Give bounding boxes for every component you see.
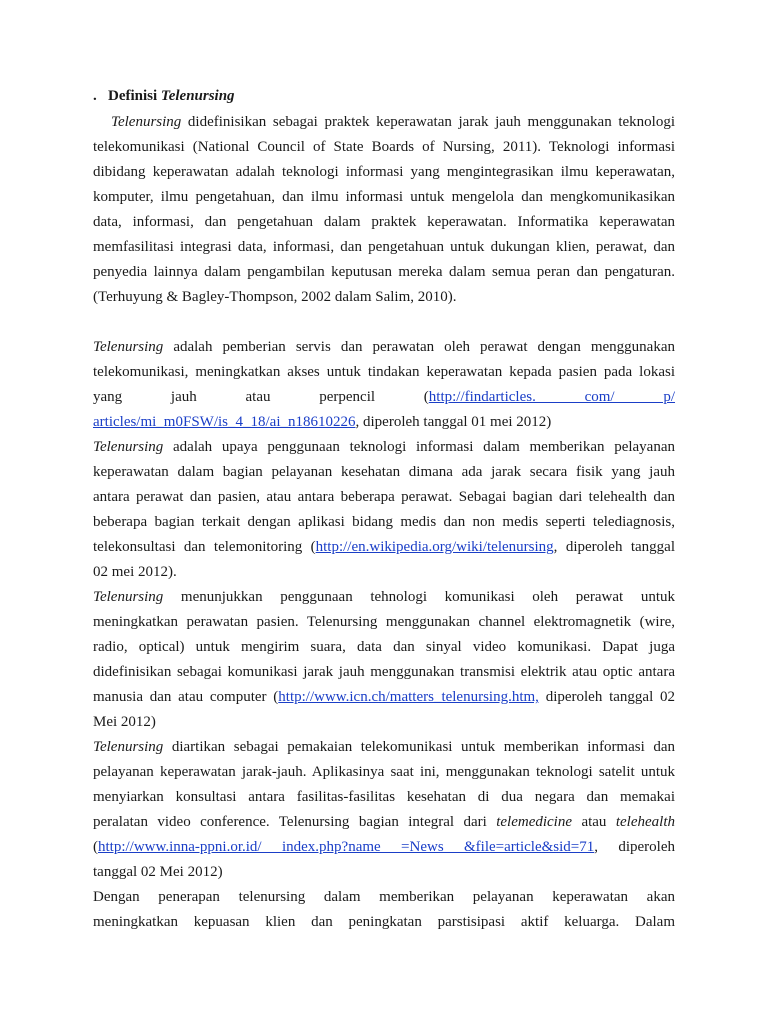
- para2-line1: [93, 337, 675, 357]
- para5-term: Telenursing: [93, 739, 164, 755]
- para4-line3: radio, optical) untuk mengirim suara, data dan sinyal video komunikasi. Dapat juga: [93, 639, 675, 655]
- para2-line3: [93, 387, 675, 407]
- inna-ppni-link[interactable]: http://www.inna-ppni.or.id/ index.php?name =News &file=article&sid=71: [98, 839, 595, 855]
- para3-line3: antara perawat dan pasien, atau antara beberapa perawat. Sebagai bagian dari telehealth dan: [93, 489, 675, 505]
- para5-line4-mid: atau: [572, 814, 616, 830]
- para5-line2: pelayanan keperawatan jarak-jauh. Aplikasinya saat ini, menggunakan teknologi satelit untuk: [93, 764, 675, 780]
- para4-line5-text: manusia dan atau computer (: [93, 689, 279, 705]
- para4-line1-text: menunjukkan penggunaan tehnologi komunikasi oleh perawat untuk: [163, 589, 675, 605]
- para4-line1: [93, 587, 675, 607]
- para5-line5-open: (: [93, 839, 98, 855]
- para1-line3: dibidang keperawatan adalah teknologi informasi yang mengintegrasikan ilmu keperawatan,: [93, 164, 675, 180]
- para2-line1-text: adalah pemberian servis dan perawatan oleh perawat dengan menggunakan: [163, 339, 675, 355]
- para4-line4: didefinisikan sebagai komunikasi jarak jauh menggunakan transmisi elektrik atau optic antara: [93, 664, 675, 680]
- para3-line1: [93, 437, 675, 457]
- wikipedia-link[interactable]: http://en.wikipedia.org/wiki/telenursing: [315, 539, 554, 555]
- para4-line5: [93, 687, 675, 707]
- findarticles-link[interactable]: http://findarticles. com/ p/: [428, 389, 676, 405]
- heading-bullet: .: [93, 88, 97, 104]
- para2-term: Telenursing: [93, 339, 164, 355]
- para2-line4-text: , diperoleh tanggal 01 mei 2012): [355, 414, 552, 430]
- para5-line5: [93, 837, 675, 857]
- para4-term: Telenursing: [93, 589, 164, 605]
- para4-line6: Mei 2012): [93, 714, 156, 730]
- section-heading: [93, 86, 235, 106]
- para1-line7: penyedia lainnya dalam pengambilan keputusan mereka dalam semua peran dan pengaturan.: [93, 264, 675, 280]
- para5-line3: menyiarkan konsultasi antara fasilitas-fasilitas kesehatan di dua negara dan memakai: [93, 789, 675, 805]
- para5-line1-text: diartikan sebagai pemakaian telekomunikasi untuk memberikan informasi dan: [163, 739, 675, 755]
- para6-line1: Dengan penerapan telenursing dalam memberikan pelayanan keperawatan akan: [93, 889, 675, 905]
- para3-line5-tail: , diperoleh tanggal: [553, 539, 675, 555]
- para1-line1: [111, 112, 675, 132]
- para1-line4: komputer, ilmu pengetahuan, dan ilmu informasi untuk mengelola dan mengkomunikasikan: [93, 189, 675, 205]
- telehealth-term: telehealth: [615, 814, 675, 830]
- para4-line2: meningkatkan perawatan pasien. Telenursing menggunakan channel elektromagnetik (wire,: [93, 614, 675, 630]
- para3-line6: 02 mei 2012).: [93, 564, 177, 580]
- para3-term: Telenursing: [93, 439, 164, 455]
- findarticles-link-cont[interactable]: articles/mi_m0FSW/is_4_18/ai_n18610226: [93, 414, 356, 430]
- para5-line4: [93, 812, 675, 832]
- para2-line2: telekomunikasi, meningkatkan akses untuk tindakan keperawatan kepada pasien pada lokasi: [93, 364, 675, 380]
- para1-line6: memfasilitasi integrasi data, informasi, dan pengetahuan untuk dukungan klien, perawat, dan: [93, 239, 675, 255]
- para6-line2: meningkatkan kepuasan klien dan peningkatan parstisipasi aktif keluarga. Dalam: [93, 914, 675, 930]
- telemedicine-term: telemedicine: [496, 814, 573, 830]
- para1-line5: data, informasi, dan pengetahuan dalam praktek keperawatan. Informatika keperawatan: [93, 214, 675, 230]
- para5-line5-tail: , diperoleh: [594, 839, 675, 855]
- para3-line2: keperawatan dalam bagian pelayanan kesehatan dimana ada jarak secara fisik yang jauh: [93, 464, 675, 480]
- para5-line6: tanggal 02 Mei 2012): [93, 864, 223, 880]
- para2-line3-text: yang jauh atau perpencil (: [93, 389, 429, 405]
- heading-italic: Telenursing: [160, 88, 235, 104]
- para3-line1-text: adalah upaya penggunaan teknologi informasi dalam memberikan pelayanan: [163, 439, 675, 455]
- icn-link[interactable]: http://www.icn.ch/matters_telenursing.htm,: [278, 689, 539, 705]
- para1-line1-text: didefinisikan sebagai praktek keperawatan jarak jauh menggunakan teknologi: [181, 114, 675, 130]
- para5-line4-text: peralatan video conference. Telenursing bagian integral dari: [93, 814, 497, 830]
- para1-line2: telekomunikasi (National Council of State Boards of Nursing, 2011). Teknologi informasi: [93, 139, 675, 155]
- para3-line5-text: telekonsultasi dan telemonitoring (: [93, 539, 316, 555]
- para5-line1: [93, 737, 675, 757]
- para3-line4: beberapa bagian terkait dengan aplikasi bidang medis dan non medis seperti telediagnosis,: [93, 514, 675, 530]
- para2-line4: [93, 412, 675, 432]
- para3-line5: [93, 537, 675, 557]
- para1-line8: (Terhuyung & Bagley-Thompson, 2002 dalam Salim, 2010).: [93, 289, 457, 305]
- para4-line5-tail: diperoleh tanggal 02: [538, 689, 675, 705]
- para1-term: Telenursing: [111, 114, 182, 130]
- heading-prefix: Definisi: [108, 88, 158, 104]
